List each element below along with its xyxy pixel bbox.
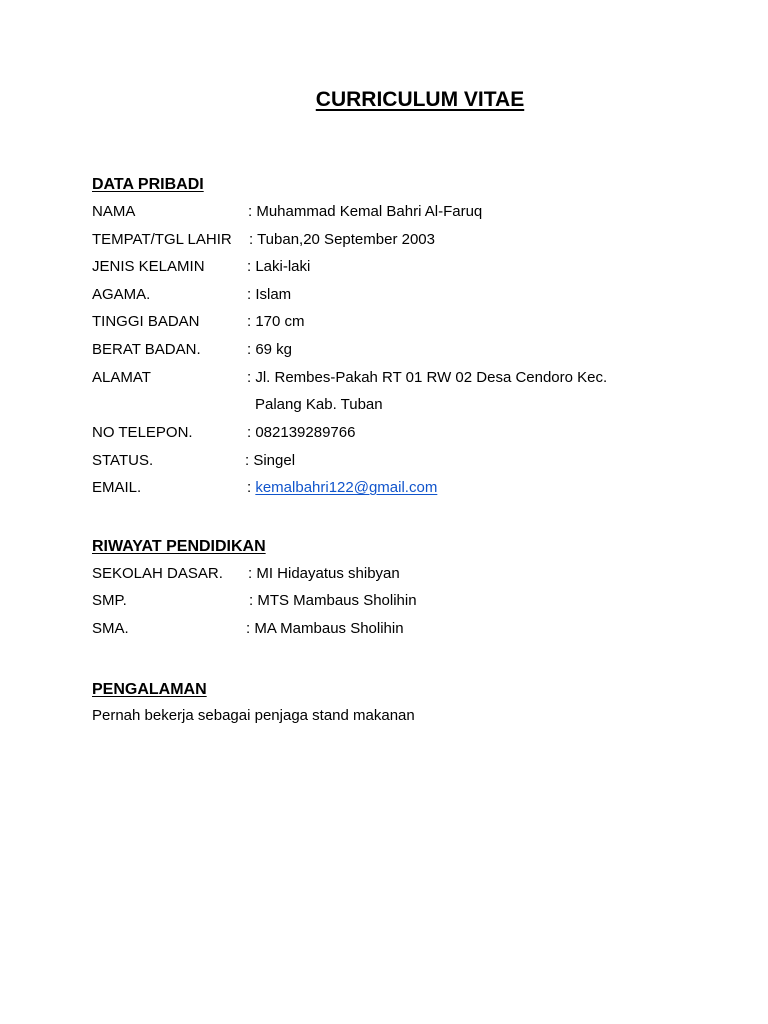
experience-text: Pernah bekerja sebagai penjaga stand makanan — [92, 707, 415, 724]
field-label: AGAMA. — [92, 286, 151, 303]
email-separator: : — [247, 479, 252, 496]
field-label: STATUS. — [92, 452, 154, 469]
field-label: ALAMAT — [92, 369, 151, 386]
field-label: NAMA — [92, 203, 136, 220]
field-label: TINGGI BADAN — [92, 313, 200, 330]
field-label: BERAT BADAN. — [92, 341, 201, 358]
field-label: SMA. — [92, 620, 129, 637]
field-label: SMP. — [92, 592, 127, 609]
field-value: : 170 cm — [247, 313, 305, 330]
section-heading-riwayat-pendidikan: RIWAYAT PENDIDIKAN — [92, 538, 266, 555]
field-label: JENIS KELAMIN — [92, 258, 205, 275]
field-label: NO TELEPON. — [92, 424, 193, 441]
document-title: CURRICULUM VITAE — [315, 88, 525, 111]
field-value: : Tuban,20 September 2003 — [249, 231, 435, 248]
section-heading-data-pribadi: DATA PRIBADI — [92, 176, 204, 193]
section-heading-pengalaman: PENGALAMAN — [92, 681, 207, 698]
field-value — [247, 478, 437, 498]
email-link[interactable]: kemalbahri122@gmail.com — [255, 479, 438, 496]
field-label: EMAIL. — [92, 479, 142, 496]
field-value: : 69 kg — [247, 341, 293, 358]
field-label: SEKOLAH DASAR. — [92, 565, 223, 582]
field-value: : MA Mambaus Sholihin — [246, 620, 404, 637]
field-value: : MTS Mambaus Sholihin — [249, 592, 417, 609]
field-value: : Laki-laki — [247, 258, 311, 275]
field-value: : Islam — [247, 286, 292, 303]
field-value: : Jl. Rembes-Pakah RT 01 RW 02 Desa Cendoro Kec. — [247, 369, 608, 386]
field-value: : Singel — [245, 452, 296, 469]
field-value: Palang Kab. Tuban — [255, 396, 383, 413]
field-label: TEMPAT/TGL LAHIR — [92, 231, 232, 248]
field-value: : 082139289766 — [247, 424, 356, 441]
field-value: : MI Hidayatus shibyan — [248, 565, 400, 582]
field-value: : Muhammad Kemal Bahri Al-Faruq — [248, 203, 483, 220]
